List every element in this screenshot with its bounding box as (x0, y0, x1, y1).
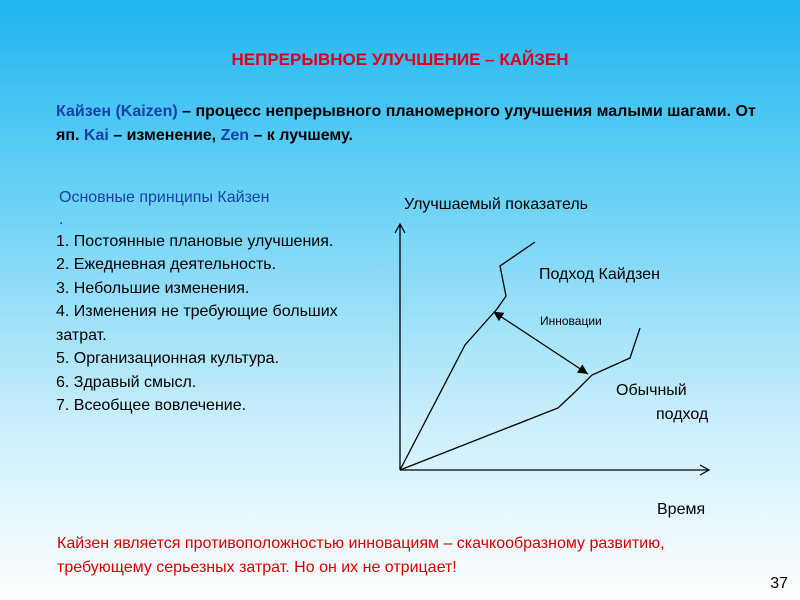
y-axis-label: Улучшаемый показатель (404, 196, 588, 213)
page-number: 37 (770, 575, 788, 592)
definition-text-2: – изменение, (108, 127, 221, 144)
principles-heading: Основные принципы Кайзен (59, 189, 270, 206)
kaizen-approach-label: Подход Кайдзен (539, 266, 660, 283)
principle-item: 4. Изменения не требующие больших затрат. (56, 303, 338, 344)
principle-item: 2. Ежедневная деятельность. (56, 256, 277, 273)
principle-item: 7. Всеобщее вовлечение. (56, 397, 247, 414)
normal-approach-label-line2: подход (656, 406, 709, 423)
definition-text-1: – процесс непрерывного планомерного улучшения малыми шагами. От яп. (56, 103, 756, 144)
normal-curve (400, 328, 640, 470)
innovation-label: Инновации (540, 314, 602, 328)
principle-item: 3. Небольшие изменения. (56, 279, 250, 297)
conclusion-text: Кайзен является противоположностью инновациям – скачкообразному развитию, требующему серьезных затрат. Но он их не отрицает! (57, 535, 665, 576)
x-axis-label: Время (657, 501, 706, 518)
principle-item: 1. Постоянные плановые улучшения. (56, 232, 334, 250)
principles-heading-dot: . (59, 210, 64, 228)
normal-approach-label-line1: Обычный (616, 382, 687, 399)
slide-title: НЕПРЕРЫВНОЕ УЛУЧШЕНИЕ – КАЙЗЕН (231, 50, 569, 69)
definition-text-3: – к лучшему. (249, 127, 353, 144)
principle-item: 6. Здравый смысл. (56, 373, 197, 391)
definition-zen: Zen (220, 127, 250, 144)
kaizen-curve (400, 242, 535, 470)
definition-term: Кайзен (Kaizen) (56, 103, 178, 120)
principle-item: 5. Организационная культура. (56, 350, 280, 367)
definition-kai: Kai (83, 127, 109, 144)
